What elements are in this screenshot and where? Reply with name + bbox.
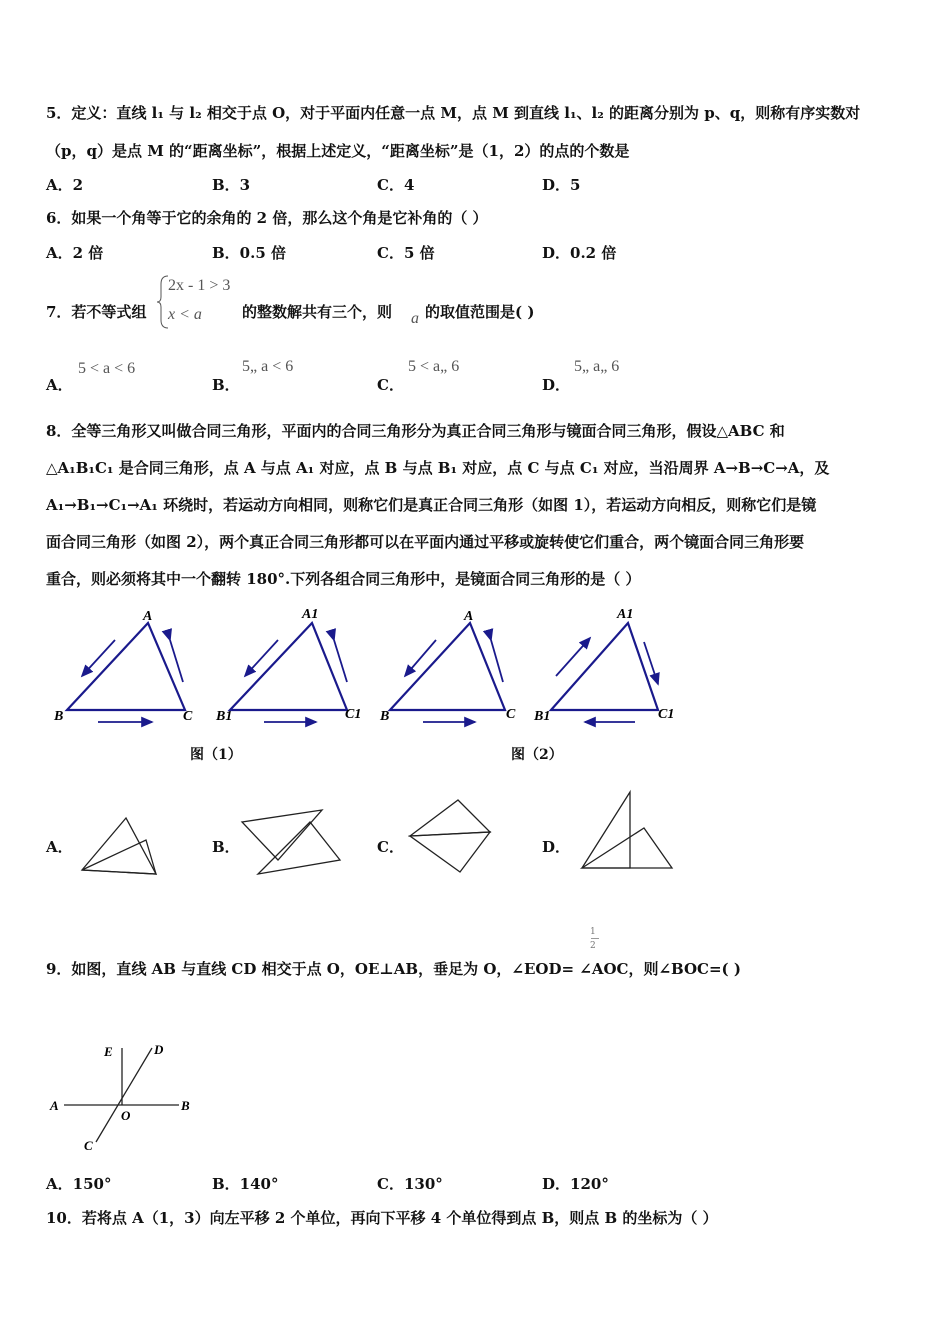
fig2-label-b1: B1 bbox=[534, 709, 551, 724]
fig1-label-b1: B1 bbox=[216, 709, 233, 724]
q7-variable: a bbox=[411, 310, 419, 327]
q6-option-a: A．2 倍 bbox=[46, 244, 104, 262]
q7-option-d-label: D． bbox=[542, 376, 571, 394]
q6-stem: 6．如果一个角等于它的余角的 2 倍，那么这个角是它补角的（ ） bbox=[46, 209, 488, 227]
q8-option-d-figure bbox=[578, 788, 678, 876]
q9-fraction-numerator: 1 bbox=[590, 927, 596, 937]
q9-label-a: A bbox=[50, 1098, 59, 1113]
q6-option-b: B．0.5 倍 bbox=[212, 244, 286, 262]
q9-option-b: B．140° bbox=[212, 1175, 279, 1193]
q6-option-d: D．0.2 倍 bbox=[542, 244, 617, 262]
q7-mid: 的整数解共有三个，则 bbox=[242, 303, 393, 321]
q9-stem: 9．如图，直线 AB 与直线 CD 相交于点 O，OE⊥AB，垂足为 O，∠EOD= ∠AOC，则∠BOC=( ) bbox=[46, 960, 741, 978]
q8-figure2-caption: 图（2） bbox=[511, 747, 563, 763]
q8-option-a-label: A． bbox=[46, 838, 73, 856]
q8-option-b-figure bbox=[238, 802, 348, 877]
q5-option-b: B．3 bbox=[212, 176, 251, 194]
fig1-label-c: C bbox=[183, 709, 193, 724]
q7-option-b-expr: 5„ a < 6 bbox=[242, 358, 294, 375]
q7-option-c-label: C． bbox=[377, 376, 404, 394]
q9-option-c: C．130° bbox=[377, 1175, 443, 1193]
fig1-label-a1: A1 bbox=[302, 607, 319, 622]
triangle-a1b1c1-1 bbox=[230, 623, 347, 722]
q7-system-row2: x < a bbox=[168, 306, 202, 323]
q9-fraction-denominator: 2 bbox=[590, 941, 596, 951]
q7-option-d-expr: 5„ a„ 6 bbox=[574, 358, 620, 375]
triangle-a1b1c1-2 bbox=[551, 623, 658, 722]
q8-stem-line1: 8．全等三角形又叫做合同三角形，平面内的合同三角形分为真正合同三角形与镜面合同三角形，假设△ABC 和 bbox=[46, 422, 785, 440]
q5-stem-line2: （p，q）是点 M 的“距离坐标”，根据上述定义，“距离坐标”是（1，2）的点的个数是 bbox=[46, 142, 630, 160]
q7-option-a-label: A． bbox=[46, 376, 73, 394]
fig2-label-b: B bbox=[380, 709, 390, 724]
q8-option-d-label: D． bbox=[542, 838, 571, 856]
q8-congruent-triangles-figure bbox=[40, 600, 700, 740]
q7-option-c-expr: 5 < a„ 6 bbox=[408, 358, 460, 375]
fig1-label-c1: C1 bbox=[345, 707, 362, 722]
q9-intersecting-lines-figure bbox=[44, 1036, 204, 1156]
q8-option-c-label: C． bbox=[377, 838, 404, 856]
q10-stem: 10．若将点 A（1，3）向左平移 2 个单位，再向下平移 4 个单位得到点 B，则点 B 的坐标为（ ） bbox=[46, 1209, 718, 1227]
q5-option-c: C．4 bbox=[377, 176, 415, 194]
q8-stem-line5: 重合，则必须将其中一个翻转 180°.下列各组合同三角形中，是镜面合同三角形的是（ ） bbox=[46, 570, 641, 588]
fig1-label-a: A bbox=[143, 609, 153, 624]
q5-option-a: A．2 bbox=[46, 176, 84, 194]
q9-label-e: E bbox=[104, 1044, 113, 1059]
q8-stem-line2: △A₁B₁C₁ 是合同三角形，点 A 与点 A₁ 对应，点 B 与点 B₁ 对应，点 C 与点 C₁ 对应，当沿周界 A→B→C→A，及 bbox=[46, 459, 830, 477]
q7-option-a-expr: 5 < a < 6 bbox=[78, 360, 136, 377]
q9-option-d: D．120° bbox=[542, 1175, 609, 1193]
q7-prefix: 7．若不等式组 bbox=[46, 303, 147, 321]
fig2-label-c1: C1 bbox=[658, 707, 675, 722]
q8-stem-line3: A₁→B₁→C₁→A₁ 环绕时，若运动方向相同，则称它们是真正合同三角形（如图 1），若运动方向相反，则称它们是镜 bbox=[46, 496, 817, 514]
q9-label-b: B bbox=[181, 1098, 190, 1113]
q8-figure1-caption: 图（1） bbox=[190, 747, 242, 763]
q7-system-row1: 2x - 1 > 3 bbox=[168, 277, 231, 294]
triangle-abc-1 bbox=[67, 623, 185, 722]
q7-suffix: 的取值范围是( ) bbox=[425, 303, 535, 321]
q9-label-d: D bbox=[154, 1042, 164, 1057]
q9-label-o: O bbox=[121, 1108, 131, 1123]
q8-stem-line4: 面合同三角形（如图 2），两个真正合同三角形都可以在平面内通过平移或旋转使它们重合，两个镜面合同三角形要 bbox=[46, 533, 805, 551]
q5-stem-line1: 5．定义：直线 l₁ 与 l₂ 相交于点 O，对于平面内任意一点 M，点 M 到直线 l₁、l₂ 的距离分别为 p、q，则称有序实数对 bbox=[46, 104, 861, 122]
q9-label-c: C bbox=[84, 1138, 93, 1153]
fig2-label-c: C bbox=[506, 707, 516, 722]
fig2-label-a1: A1 bbox=[617, 607, 634, 622]
q7-option-b-label: B． bbox=[212, 376, 240, 394]
fig2-label-a: A bbox=[464, 609, 474, 624]
q8-option-c-figure bbox=[406, 796, 496, 878]
q9-fraction-bar bbox=[591, 938, 599, 939]
q8-option-b-label: B． bbox=[212, 838, 240, 856]
q9-option-a: A．150° bbox=[46, 1175, 112, 1193]
triangle-abc-2 bbox=[390, 623, 505, 722]
fig1-label-b: B bbox=[54, 709, 64, 724]
q8-option-a-figure bbox=[76, 812, 166, 882]
q6-option-c: C．5 倍 bbox=[377, 244, 435, 262]
q5-option-d: D．5 bbox=[542, 176, 581, 194]
